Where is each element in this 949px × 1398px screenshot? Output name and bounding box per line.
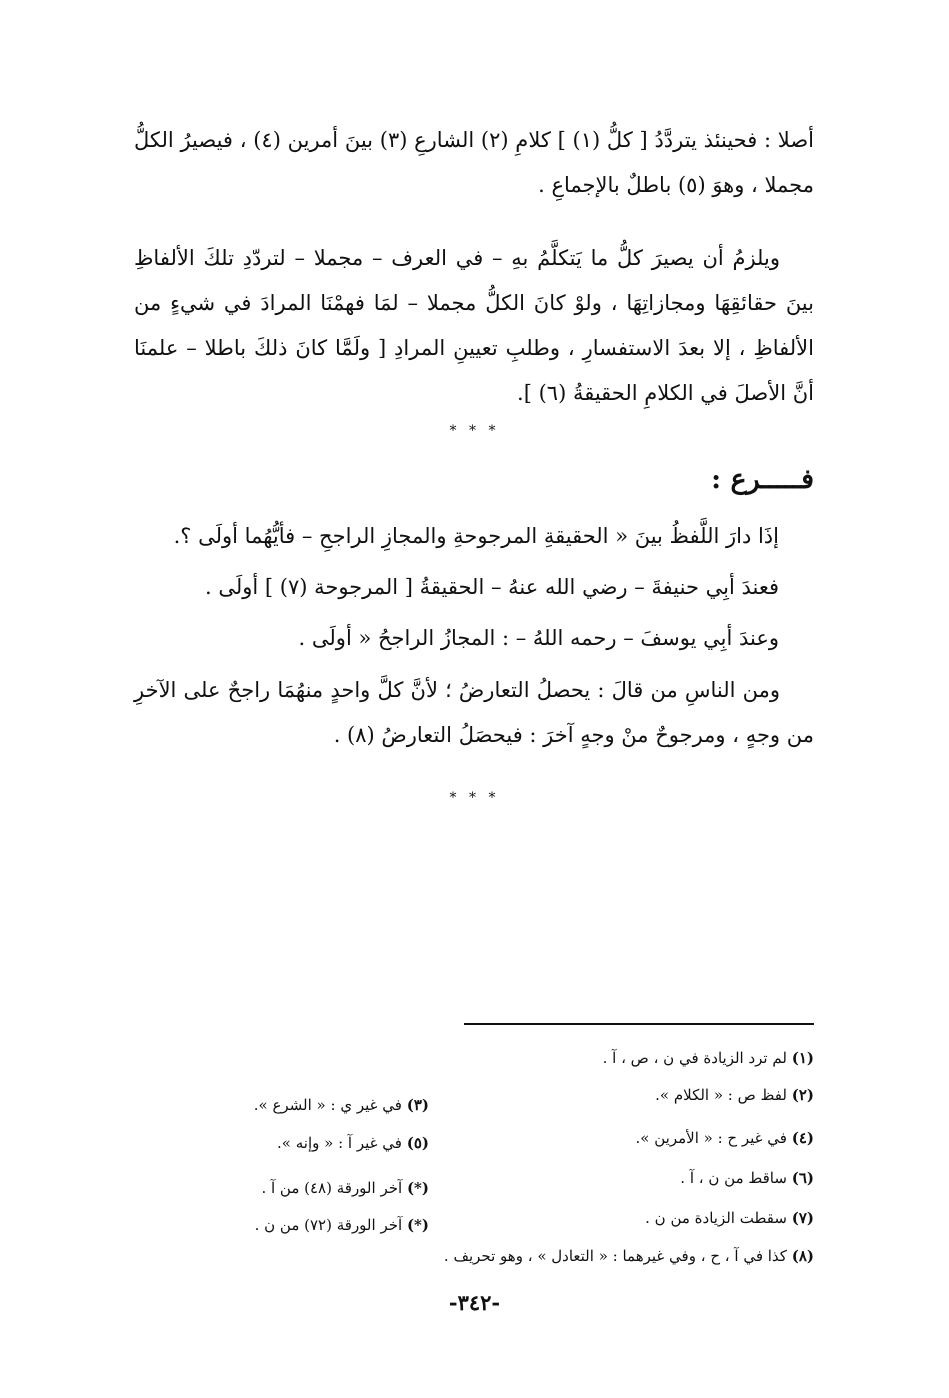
footnote-text: في غير ي : « الشرع ».	[253, 1096, 402, 1114]
question-line: إذَا دارَ اللَّفظُ بينَ « الحقيقةِ المرجوحةِ والمجازِ الراجحِ – فأيُّهُما أولَى ؟.	[173, 524, 779, 548]
footnote-1	[603, 1045, 814, 1071]
paragraph-conflict-opinion: ومن الناسِ من قالَ : يحصلُ التعارضُ ؛ لأنَّ كلَّ واحدٍ منهُمَا راجحٌ على الآخرِ من وجهٍ ، ومرجوحٌ منْ وجهٍ آخرَ : فيحصَلُ التعارضُ (٨) .	[134, 678, 814, 747]
footnote-6	[680, 1165, 814, 1191]
footnote-8	[444, 1243, 814, 1269]
footnote-text: ساقط من ن ، آ .	[680, 1169, 787, 1187]
footnote-text: آخر الورقة (٧٢) من ن .	[254, 1216, 403, 1234]
paragraph-consequence: ويلزمُ أن يصيرَ كلُّ ما يَتكلَّمُ بهِ – في العرف – مجملا – لتردّدِ تلكَ الألفاظِ بينَ حقائقِهَا ومجازاتِهَا ، ولوْ كانَ الكلُّ مجملا – لمَا فهمْنَا المرادَ في شيءٍ من الألفاظِ ، إلا بعدَ الاستفسارِ ، وطلبِ تعيينِ المرادِ [ ولَمَّا كانَ ذلكَ باطلا – علمنَا أنَّ الأصلَ في الكلامِ الحقيقةُ (٦) ].	[134, 246, 814, 405]
footnote-number: (٣)	[406, 1096, 429, 1114]
footnote-7	[645, 1205, 814, 1231]
footnote-divider	[464, 1023, 814, 1025]
footnote-text: في غير ح : « الأمرين ».	[635, 1129, 787, 1147]
footnote-4	[636, 1125, 814, 1151]
footnote-2	[655, 1082, 814, 1108]
footnote-text: لم ترد الزيادة في ن ، ص ، آ .	[602, 1049, 787, 1067]
section-separator: * * *	[449, 423, 500, 439]
page-number: -٣٤٢-	[448, 1290, 501, 1315]
footnote-number: (*)	[406, 1179, 429, 1197]
paragraph-opening: أصلا : فحينئذ يتردَّدُ [ كلُّ (١) ] كلامِ (٢) الشارعِ (٣) بينَ أمرين (٤) ، فيصيرُ الكلُّ مجملا ، وهوَ (٥) باطلٌ بالإجماعِ .	[134, 128, 814, 197]
footnote-number: (٨)	[791, 1247, 814, 1265]
footnote-folio-n	[255, 1212, 429, 1238]
footnote-text: آخر الورقة (٤٨) من آ .	[261, 1179, 403, 1197]
footnote-number: (١)	[791, 1049, 814, 1067]
footnote-number: (٧)	[791, 1209, 814, 1227]
footnote-text: كذا في آ ، ح ، وفي غيرهما : « التعادل » ، وهو تحريف .	[443, 1247, 787, 1265]
footnote-text: سقطت الزيادة من ن .	[645, 1209, 787, 1227]
footnote-number: (٤)	[791, 1129, 814, 1147]
footnote-text: لفظ ص : « الكلام ».	[655, 1086, 787, 1104]
footnote-5	[277, 1130, 429, 1156]
section-separator-end: * * *	[449, 790, 500, 806]
footnote-number: (٦)	[791, 1169, 814, 1187]
footnote-number: (٢)	[791, 1086, 814, 1104]
footnote-3	[254, 1092, 429, 1118]
footnote-text: في غير آ : « وإنه ».	[277, 1134, 402, 1152]
abu-yusuf-opinion: وعندَ أبِي يوسفَ – رحمه اللهُ – : المجازُ الراجحُ « أولَى .	[298, 626, 779, 650]
footnote-number: (*)	[406, 1216, 429, 1234]
abu-hanifa-opinion: فعندَ أبِي حنيفةَ – رضي الله عنهُ – الحقيقةُ [ المرجوحة (٧) ] أولَى .	[204, 575, 779, 599]
section-heading: فـــــرع :	[711, 464, 814, 495]
footnote-number: (٥)	[406, 1134, 429, 1152]
footnote-folio-a	[261, 1175, 429, 1201]
